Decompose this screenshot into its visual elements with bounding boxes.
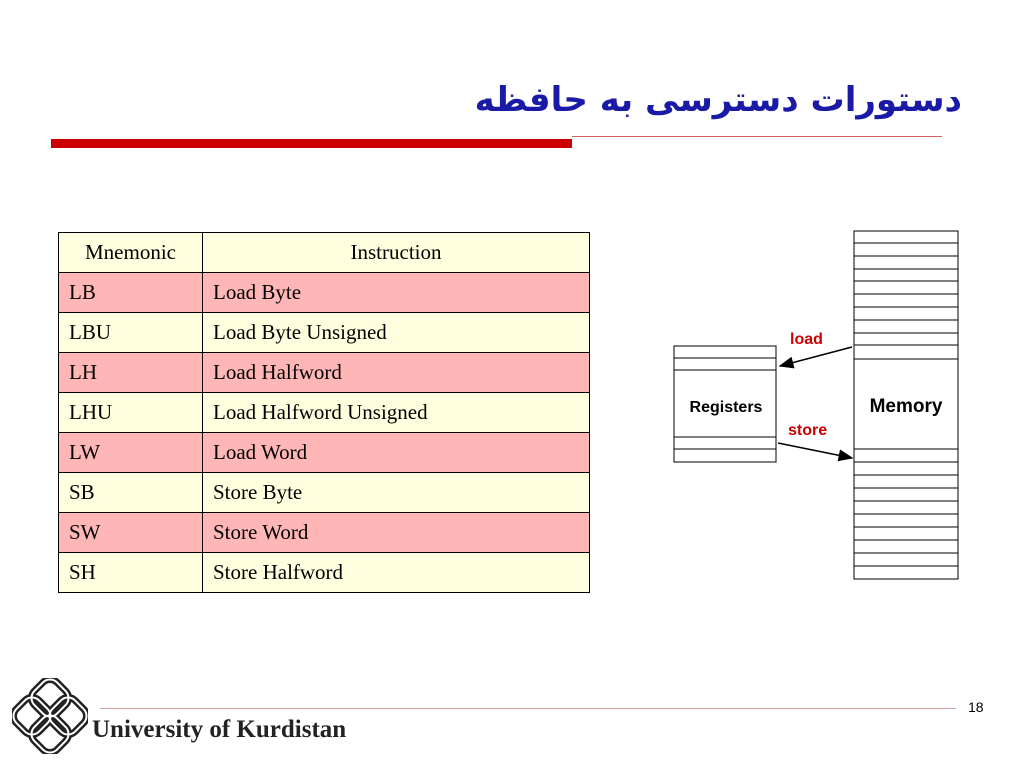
mnemonic-cell: LBU [59,313,203,353]
store-label: store [788,422,828,439]
store-arrow [778,443,852,458]
table-row [59,513,590,553]
instruction-cell: Load Halfword Unsigned [203,393,590,433]
instruction-cell: Load Byte Unsigned [203,313,590,353]
table-header-row [59,233,590,273]
column-header-instruction: Instruction [203,233,590,273]
instruction-cell: Store Byte [203,473,590,513]
table-row [59,433,590,473]
mnemonic-cell: LHU [59,393,203,433]
table-row [59,553,590,593]
table-row [59,313,590,353]
mnemonic-cell: LW [59,433,203,473]
footer-divider [100,708,956,709]
table-row [59,273,590,313]
mnemonic-cell: SH [59,553,203,593]
university-logo [12,678,88,754]
table-row [59,393,590,433]
registers-label: Registers [689,399,763,416]
load-label: load [790,331,823,348]
instruction-table [58,232,590,593]
mnemonic-cell: LH [59,353,203,393]
instruction-cell: Load Word [203,433,590,473]
memory-label: Memory [869,396,943,417]
instruction-cell: Store Halfword [203,553,590,593]
slide-title: دستورات دسترسی به حافظه [474,80,962,120]
mnemonic-cell: SW [59,513,203,553]
page-number: 18 [968,699,984,715]
column-header-mnemonic: Mnemonic [59,233,203,273]
load-arrow [780,347,852,366]
instruction-cell: Store Word [203,513,590,553]
mnemonic-cell: LB [59,273,203,313]
table-row [59,473,590,513]
table-row [59,353,590,393]
university-name: University of Kurdistan [92,716,347,743]
title-underline-red [51,139,572,148]
title-underline-thin [572,136,942,137]
mnemonic-cell: SB [59,473,203,513]
instruction-cell: Load Halfword [203,353,590,393]
instruction-cell: Load Byte [203,273,590,313]
